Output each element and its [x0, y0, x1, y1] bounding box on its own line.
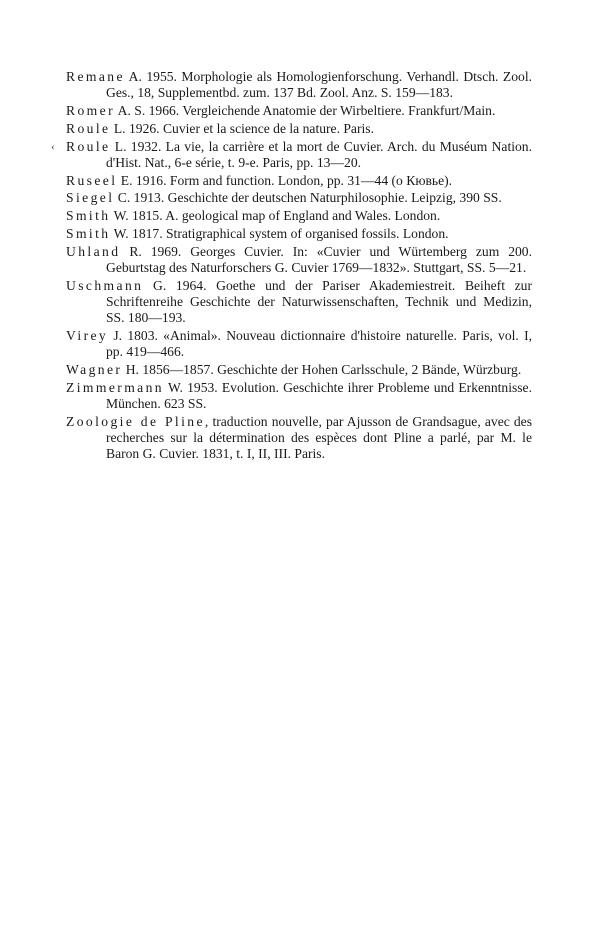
reference-text: J. 1803. «Animal». Nouveau dictionnaire d'histoire naturelle. Paris, vol. I, pp. 419—466. — [106, 327, 532, 360]
margin-mark: ‹ — [51, 140, 55, 153]
reference-entry — [66, 362, 532, 378]
reference-entry — [66, 103, 532, 119]
reference-text: R. 1969. Georges Cuvier. In: «Cuvier und Würtemberg zum 200. Geburtstag des Naturforschers G. Cuvier 1769—1832». Stuttgart, SS. 5—21. — [106, 243, 532, 275]
reference-entry — [66, 190, 532, 206]
reference-text: W. 1815. A. geological map of England and Wales. London. — [110, 208, 441, 224]
reference-author: Smith — [66, 208, 111, 224]
reference-author: Uhland — [66, 243, 121, 259]
reference-author: Ruseel — [66, 172, 118, 188]
reference-entry — [66, 328, 532, 360]
reference-text: L. 1932. La vie, la carrière et la mort de Cuvier. Arch. du Muséum Nation. d'Hist. Nat., 6-e série, t. 9-e. Paris, pp. 13—20. — [106, 138, 532, 170]
reference-author: Siegel — [66, 190, 115, 206]
reference-text: W. 1817. Stratigraphical system of organised fossils. London. — [110, 225, 449, 241]
reference-text: E. 1916. Form and function. London, pp. 31—44 (о Кювье). — [117, 172, 453, 188]
reference-author: Uschmann — [66, 277, 144, 293]
reference-entry — [66, 414, 532, 463]
reference-author: Virey — [66, 327, 109, 343]
reference-author: Zimmermann — [66, 379, 164, 395]
reference-list — [51, 69, 533, 464]
reference-author: Roule — [66, 120, 111, 136]
reference-text: A. S. 1966. Vergleichende Anatomie der Wirbeltiere. Frankfurt/Main. — [115, 103, 496, 118]
reference-author: Romer — [66, 103, 115, 118]
reference-entry — [66, 121, 532, 137]
reference-author: Wagner — [66, 361, 123, 377]
reference-text: L. 1926. Cuvier et la science de la nature. Paris. — [110, 120, 374, 136]
reference-text: G. 1964. Goethe und der Pariser Akademiestreit. Beiheft zur Schriftenreihe Geschichte der Naturwissenschaften, Technik und Medizin, SS. 180—193. — [106, 277, 532, 326]
reference-entry — [66, 208, 532, 224]
reference-entry — [66, 173, 532, 189]
reference-text: H. 1856—1857. Geschichte der Hohen Carlsschule, 2 Bände, Würzburg. — [122, 361, 522, 377]
reference-entry — [66, 244, 532, 276]
reference-text: W. 1953. Evolution. Geschichte ihrer Probleme und Erkenntnisse. München. 623 SS. — [106, 379, 532, 411]
reference-author: Roule — [66, 138, 111, 154]
reference-text: , traduction nouvelle, par Ajusson de Grandsague, avec des recherches sur la détermination des espèces dont Pline a parlé, par M. le Baron G. Cuvier. 1831, t. I, II, III. Paris. — [106, 413, 533, 462]
reference-entry — [66, 278, 532, 327]
reference-entry — [66, 380, 532, 412]
reference-entry — [51, 138, 532, 171]
reference-author: Zoologie de Pline — [66, 413, 205, 429]
reference-entry — [66, 226, 532, 242]
reference-author: Remane — [66, 69, 125, 84]
reference-entry — [66, 69, 532, 101]
reference-author: Smith — [66, 225, 111, 241]
reference-text: C. 1913. Geschichte der deutschen Naturphilosophie. Leipzig, 390 SS. — [114, 190, 502, 206]
reference-text: A. 1955. Morphologie als Homologienforschung. Verhandl. Dtsch. Zool. Ges., 18, Supplementbd. zum. 137 Bd. Zool. Anz. S. 159—183. — [106, 69, 532, 101]
